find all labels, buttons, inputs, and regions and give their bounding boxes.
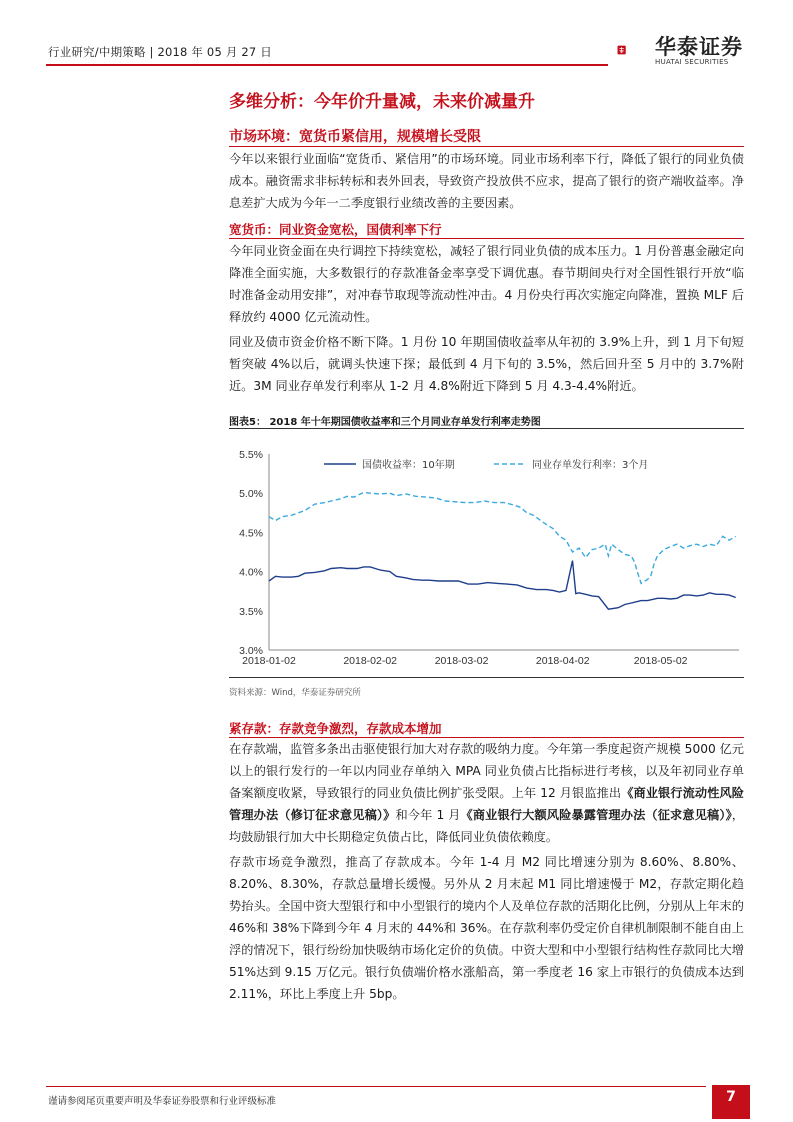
figure-top-rule [229, 428, 744, 429]
logo-name-en: HUATAI SECURITIES [655, 58, 729, 66]
page-number: 7 [726, 1089, 736, 1105]
para-text: 在存款端，监管多条出击驱使银行加大对存款的吸纳力度。今年第一季度起资产规模 5000 亿元以上的银行发行的一年以内同业存单纳入 MPA 同业负债占比指标进行考核，以及年初同业存单备案额度收紧，导致银行的同业负债比例扩张受限。上年 12 月银监推出 [229, 742, 744, 800]
paragraph-bond-yield: 同业及债市资金价格不断下降。1 月份 10 年期国债收益率从年初的 3.9%上升，到 1 月下旬短暂突破 4%以后，就调头快速下探；最低到 4 月下旬的 3.5%，然后回升至 5 月中的 3.7%附近。3M 同业存单发行利率从 1-2 月 4.8%附近下降到 5 月 4.3-4.4%附近。 [229, 335, 744, 393]
logo-name-cn: 华泰证券 [655, 35, 743, 59]
section-divider [229, 146, 744, 147]
paragraph-deposit-competition: 存款市场竞争激烈，推高了存款成本。今年 1-4 月 M2 同比增速分别为 8.60%、8.80%、8.20%、8.30%，存款总量增长缓慢。另外从 2 月末起 M1 同比增速慢于 M2，存款定期化趋势抬头。全国中资大型银行和中小型银行的境内个人及单位存款的活期化比例，分别从上年末的 46%和 38%下降到今年 4 月末的 44%和 36%。在存款利率仍受定价自律机制限制不能自由上浮的情况下，银行纷纷加快吸纳市场化定价的负债。中资大型和中小型银行结构性存款同比大增 51%达到 9.15 万亿元。银行负债端价格水涨船高，第一季度老 16 家上市银行的负债成本达到 2.11%，环比上季度上升 5bp。 [229, 855, 744, 1001]
y-tick-label: 3.0% [239, 645, 263, 657]
y-tick-label: 4.0% [239, 566, 263, 579]
x-tick-label: 2018-05-02 [633, 655, 688, 667]
x-tick-label: 2018-01-02 [242, 655, 296, 667]
x-tick-label: 2018-04-02 [535, 655, 590, 667]
line-chart [229, 440, 744, 672]
paragraph-market: 今年以来银行业面临“宽货币、紧信用”的市场环境。同业市场利率下行，降低了银行的同业负债成本。融资需求非标转标和表外回表，导致资产投放供不应求，提高了银行的资产端收益率。净息差扩大成为今年一二季度银行业绩改善的主要因素。 [229, 152, 744, 210]
para-text: ，均鼓励银行加大中长期稳定负债占比，降低同业负债依赖度。 [229, 808, 744, 844]
paragraph-deposit-regulation [229, 738, 744, 848]
huatai-logo-icon [617, 30, 653, 70]
series-line-10y-bond-yield [269, 561, 736, 610]
section-title-loose-money: 宽货币：同业资金宽松，国债利率下行 [229, 222, 442, 237]
y-tick-label: 3.5% [239, 605, 263, 618]
x-tick-label: 2018-03-02 [434, 655, 489, 667]
legend-label-3m: 同业存单发行利率：3个月 [532, 460, 649, 471]
page-title: 多维分析：今年价升量减，未来价减量升 [229, 92, 535, 112]
legend-label-10y: 国债收益率：10年期 [362, 460, 455, 471]
regulation-liquidity-title: 《商业银行流动性风险管理办法（修订征求意见稿）》 [229, 786, 744, 822]
y-tick-label: 5.5% [239, 449, 263, 461]
section-title-tight-deposit: 紧存款：存款竞争激烈，存款成本增加 [229, 721, 442, 736]
x-tick-label: 2018-02-02 [343, 655, 398, 667]
series-line-3m-ncd-rate [269, 492, 736, 583]
regulation-exposure-title: 《商业银行大额风险暴露管理办法（征求意见稿）》 [460, 808, 732, 822]
figure-bottom-rule [229, 677, 744, 678]
header-breadcrumb: 行业研究/中期策略 | 2018 年 05 月 27 日 [48, 45, 272, 59]
y-tick-label: 5.0% [239, 488, 263, 501]
para-text: 和今年 1 月 [395, 808, 461, 822]
paragraph-interbank: 今年同业资金面在央行调控下持续宽松，减轻了银行同业负债的成本压力。1 月份普惠金融定向降准全面实施，大多数银行的存款准备金率享受下调优惠。春节期间央行对全国性银行开放“临时准备金动用安排”，对冲春节取现等流动性冲击。4 月份央行再次实施定向降准，置换 MLF 后释放约 4000 亿元流动性。 [229, 244, 744, 324]
y-tick-label: 4.5% [239, 527, 263, 540]
figure-source: 资料来源：Wind，华泰证券研究所 [229, 688, 361, 698]
header-divider [46, 64, 608, 66]
section-divider [229, 238, 744, 239]
footer-divider [46, 1086, 706, 1087]
figure-title: 图表5： 2018 年十年期国债收益率和三个月同业存单发行利率走势图 [229, 417, 541, 428]
footer-disclaimer[interactable]: 谨请参阅尾页重要声明及华泰证券股票和行业评级标准 [48, 1096, 277, 1107]
section-title-market: 市场环境：宽货币紧信用，规模增长受限 [229, 129, 481, 145]
